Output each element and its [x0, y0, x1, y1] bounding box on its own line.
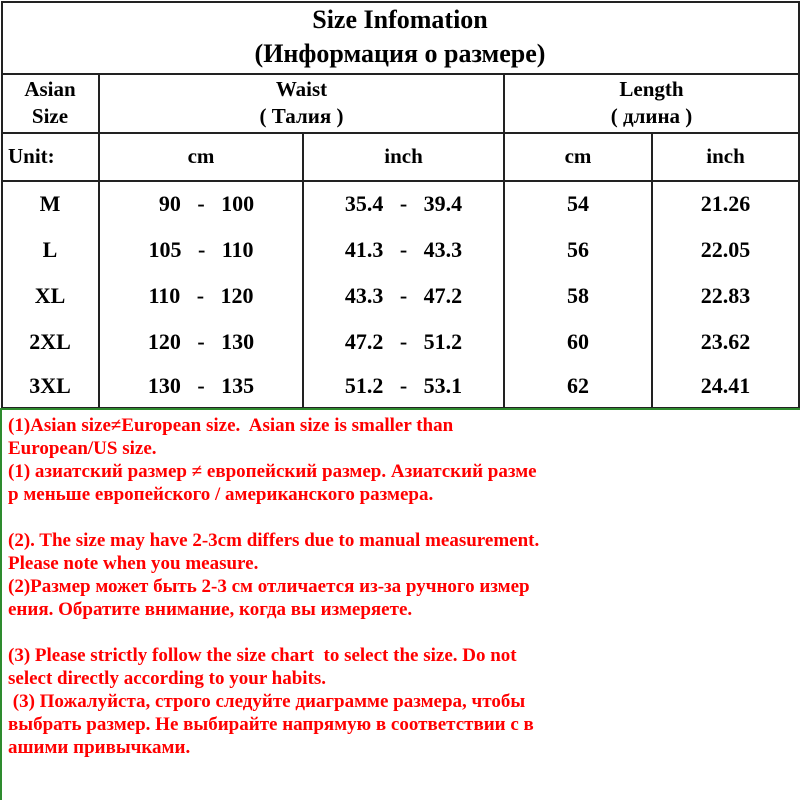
note-2-russian-line2: ения. Обратите внимание, когда вы измеряете. — [8, 599, 413, 620]
row-length-inch: 21.26 — [700, 191, 751, 217]
row-waist-inch: 43.3 - 47.2 — [344, 283, 463, 309]
row-size: L — [42, 237, 58, 263]
row-length-cm: 58 — [567, 283, 589, 309]
unit-length-cm: cm — [564, 144, 592, 169]
header-asian-size-line2: Size — [31, 104, 69, 128]
header-waist-russian: ( Талия ) — [259, 104, 344, 128]
row-waist-cm: 105 - 110 — [148, 237, 254, 263]
note-spacer — [8, 506, 796, 529]
row-length-inch: 24.41 — [700, 373, 751, 399]
note-2-english-line2: Please note when you measure. — [8, 553, 259, 574]
unit-label: Unit: — [8, 144, 55, 169]
unit-waist-inch: inch — [384, 144, 423, 169]
row-length-cm: 60 — [567, 329, 589, 355]
chart-title — [1, 1, 799, 73]
header-waist — [100, 74, 503, 132]
note-3-russian-line2: выбрать размер. Не выбирайте напрямую в соответствии с в — [8, 714, 534, 735]
note-3-russian-line3: ашими привычками. — [8, 737, 191, 758]
header-length-russian: ( длина ) — [610, 104, 693, 128]
chart-title-russian: (Информация о размере) — [254, 39, 546, 68]
note-spacer — [8, 621, 796, 644]
row-waist-inch: 35.4 - 39.4 — [344, 191, 463, 217]
header-length-english: Length — [619, 77, 684, 101]
row-length-inch: 23.62 — [700, 329, 751, 355]
note-2-russian-line1: (2)Размер может быть 2-3 см отличается из-за ручного измер — [8, 576, 530, 597]
row-length-inch: 22.83 — [700, 283, 751, 309]
row-length-cm: 56 — [567, 237, 589, 263]
note-3-english-line1: (3) Please strictly follow the size chart to select the size. Do not — [8, 645, 517, 666]
note-1-english-line1: (1)Asian size≠European size. Asian size is smaller than — [8, 415, 454, 436]
unit-waist-cm: cm — [187, 144, 215, 169]
row-size: 2XL — [29, 329, 71, 355]
row-waist-cm: 130 - 135 — [147, 373, 255, 399]
row-length-cm: 62 — [567, 373, 589, 399]
note-2-english-line1: (2). The size may have 2-3cm differs due to manual measurement. — [8, 530, 540, 551]
header-asian-size-line1: Asian — [24, 77, 76, 101]
row-length-inch: 22.05 — [700, 237, 751, 263]
row-waist-cm: 110 - 120 — [148, 283, 254, 309]
note-3-russian-line1: (3) Пожалуйста, строго следуйте диаграмме размера, чтобы — [8, 691, 526, 712]
row-waist-cm: 90 - 100 — [147, 191, 255, 217]
row-waist-inch: 51.2 - 53.1 — [344, 373, 463, 399]
row-waist-cm: 120 - 130 — [147, 329, 255, 355]
note-1-russian-line2: р меньше европейского / американского размера. — [8, 484, 434, 505]
row-waist-inch: 47.2 - 51.2 — [344, 329, 463, 355]
notes-panel — [0, 408, 800, 800]
row-length-cm: 54 — [567, 191, 589, 217]
row-size: 3XL — [29, 373, 71, 399]
note-1-english-line2: European/US size. — [8, 438, 157, 459]
row-size: XL — [34, 283, 66, 309]
header-length — [505, 74, 798, 132]
row-waist-inch: 41.3 - 43.3 — [344, 237, 463, 263]
note-1-russian-line1: (1) азиатский размер ≠ европейский размер. Азиатский разме — [8, 461, 537, 482]
note-3-english-line2: select directly according to your habits. — [8, 668, 327, 689]
header-asian-size — [2, 74, 98, 132]
row-size: M — [39, 191, 61, 217]
header-waist-english: Waist — [275, 77, 328, 101]
unit-length-inch: inch — [706, 144, 745, 169]
chart-title-english: Size Infomation — [312, 5, 488, 34]
